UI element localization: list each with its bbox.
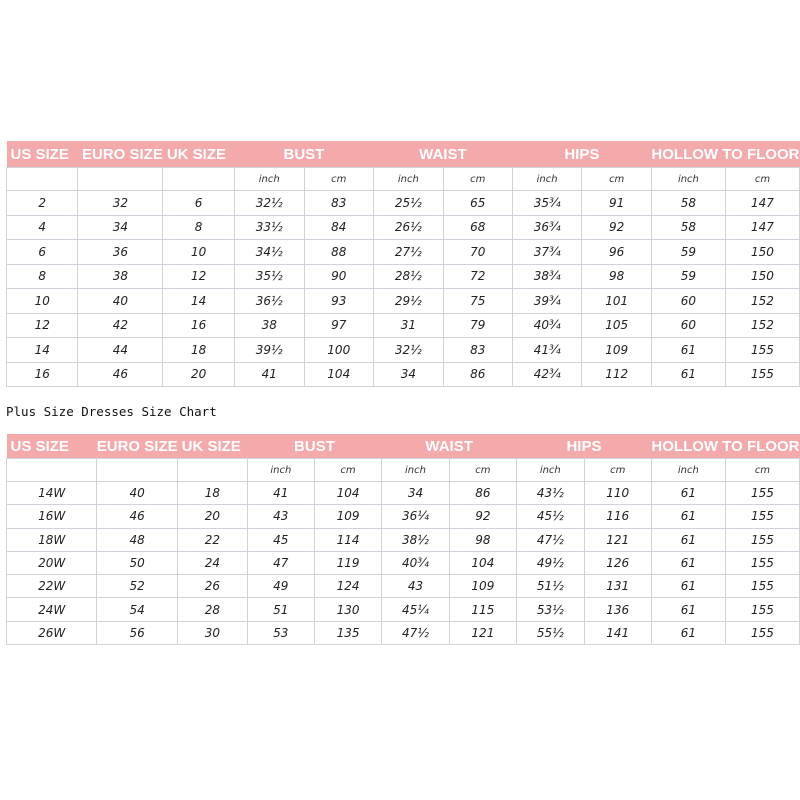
table-cell: 16 bbox=[163, 313, 235, 338]
table-cell: 92 bbox=[449, 505, 516, 528]
table-cell: 121 bbox=[584, 528, 651, 551]
unit-cell: cm bbox=[314, 459, 381, 482]
table-cell: 112 bbox=[582, 362, 651, 387]
table-cell: 109 bbox=[582, 338, 651, 363]
table-cell: 61 bbox=[651, 362, 725, 387]
table-cell: 155 bbox=[725, 505, 799, 528]
table-body bbox=[7, 482, 800, 645]
header-row bbox=[7, 141, 800, 168]
table-cell: 59 bbox=[651, 240, 725, 265]
table-cell: 20 bbox=[178, 505, 248, 528]
table-cell: 58 bbox=[651, 215, 725, 240]
table-cell: 8 bbox=[7, 264, 78, 289]
table-cell: 36 bbox=[78, 240, 163, 265]
unit-cell: inch bbox=[651, 459, 725, 482]
table-cell: 10 bbox=[7, 289, 78, 314]
table-cell: 34 bbox=[382, 482, 450, 505]
table-cell: 18 bbox=[163, 338, 235, 363]
table-cell: 10 bbox=[163, 240, 235, 265]
table-cell: 61 bbox=[651, 575, 725, 598]
table-cell: 38¾ bbox=[512, 264, 582, 289]
table-cell: 147 bbox=[725, 191, 799, 216]
header-waist: WAIST bbox=[373, 141, 512, 168]
table-cell: 12 bbox=[163, 264, 235, 289]
header-hollow-to-floor: HOLLOW TO FLOOR bbox=[651, 141, 799, 168]
table-cell: 84 bbox=[304, 215, 373, 240]
plus-size-chart-title: Plus Size Dresses Size Chart bbox=[6, 404, 217, 419]
table-cell: 49½ bbox=[517, 551, 585, 574]
table-cell: 28½ bbox=[373, 264, 443, 289]
table-cell: 14 bbox=[7, 338, 78, 363]
table-cell: 36¼ bbox=[382, 505, 450, 528]
table-cell: 20W bbox=[7, 551, 97, 574]
header-uk-size: UK SIZE bbox=[163, 141, 235, 168]
table-cell: 26 bbox=[178, 575, 248, 598]
table-row bbox=[7, 598, 800, 621]
table-cell: 26½ bbox=[373, 215, 443, 240]
table-cell: 27½ bbox=[373, 240, 443, 265]
table-cell: 50 bbox=[97, 551, 178, 574]
table-cell: 41 bbox=[234, 362, 304, 387]
table-cell: 150 bbox=[725, 240, 799, 265]
table-cell: 40 bbox=[78, 289, 163, 314]
table-cell: 48 bbox=[97, 528, 178, 551]
table-cell: 61 bbox=[651, 598, 725, 621]
table-cell: 155 bbox=[725, 482, 799, 505]
table-cell: 155 bbox=[725, 621, 799, 644]
table-cell: 31 bbox=[373, 313, 443, 338]
header-euro-size: EURO SIZE bbox=[97, 434, 178, 459]
table-cell: 86 bbox=[449, 482, 516, 505]
table-cell: 126 bbox=[584, 551, 651, 574]
table-cell: 130 bbox=[314, 598, 381, 621]
unit-cell bbox=[97, 459, 178, 482]
header-hollow-to-floor: HOLLOW TO FLOOR bbox=[651, 434, 799, 459]
unit-cell: inch bbox=[382, 459, 450, 482]
table-cell: 115 bbox=[449, 598, 516, 621]
table-cell: 61 bbox=[651, 505, 725, 528]
table-cell: 59 bbox=[651, 264, 725, 289]
table-cell: 61 bbox=[651, 621, 725, 644]
table-row bbox=[7, 338, 800, 363]
table-cell: 46 bbox=[97, 505, 178, 528]
header-hips: HIPS bbox=[512, 141, 651, 168]
unit-row bbox=[7, 459, 800, 482]
table-cell: 104 bbox=[314, 482, 381, 505]
table-cell: 136 bbox=[584, 598, 651, 621]
table-cell: 155 bbox=[725, 551, 799, 574]
table-cell: 45 bbox=[247, 528, 314, 551]
unit-cell: cm bbox=[443, 168, 512, 191]
table-cell: 152 bbox=[725, 289, 799, 314]
table-cell: 26W bbox=[7, 621, 97, 644]
table-row bbox=[7, 313, 800, 338]
table-row bbox=[7, 505, 800, 528]
table-cell: 110 bbox=[584, 482, 651, 505]
table-cell: 61 bbox=[651, 338, 725, 363]
table-cell: 100 bbox=[304, 338, 373, 363]
table-cell: 70 bbox=[443, 240, 512, 265]
unit-cell bbox=[7, 168, 78, 191]
table-cell: 98 bbox=[449, 528, 516, 551]
table-cell: 8 bbox=[163, 215, 235, 240]
table-cell: 6 bbox=[7, 240, 78, 265]
table-cell: 61 bbox=[651, 528, 725, 551]
table-cell: 41¾ bbox=[512, 338, 582, 363]
table-cell: 86 bbox=[443, 362, 512, 387]
table-cell: 47½ bbox=[517, 528, 585, 551]
table-cell: 24 bbox=[178, 551, 248, 574]
table-cell: 56 bbox=[97, 621, 178, 644]
table-row bbox=[7, 191, 800, 216]
table-cell: 155 bbox=[725, 362, 799, 387]
table-cell: 40 bbox=[97, 482, 178, 505]
unit-cell: inch bbox=[517, 459, 585, 482]
table-row bbox=[7, 575, 800, 598]
table-cell: 155 bbox=[725, 598, 799, 621]
table-cell: 43 bbox=[382, 575, 450, 598]
header-waist: WAIST bbox=[382, 434, 517, 459]
table-cell: 101 bbox=[582, 289, 651, 314]
unit-cell: cm bbox=[449, 459, 516, 482]
table-cell: 16W bbox=[7, 505, 97, 528]
table-cell: 38 bbox=[78, 264, 163, 289]
table-cell: 43 bbox=[247, 505, 314, 528]
table-row bbox=[7, 215, 800, 240]
table-cell: 2 bbox=[7, 191, 78, 216]
table-cell: 18W bbox=[7, 528, 97, 551]
table-cell: 36½ bbox=[234, 289, 304, 314]
table-cell: 55½ bbox=[517, 621, 585, 644]
table-row bbox=[7, 289, 800, 314]
header-euro-size: EURO SIZE bbox=[78, 141, 163, 168]
unit-cell bbox=[7, 459, 97, 482]
table-cell: 18 bbox=[178, 482, 248, 505]
table-cell: 6 bbox=[163, 191, 235, 216]
table-cell: 51 bbox=[247, 598, 314, 621]
table-cell: 72 bbox=[443, 264, 512, 289]
table-cell: 16 bbox=[7, 362, 78, 387]
table-cell: 20 bbox=[163, 362, 235, 387]
unit-cell: inch bbox=[373, 168, 443, 191]
table-cell: 83 bbox=[443, 338, 512, 363]
table-cell: 104 bbox=[304, 362, 373, 387]
table-cell: 40¾ bbox=[512, 313, 582, 338]
unit-cell bbox=[178, 459, 248, 482]
table-cell: 60 bbox=[651, 289, 725, 314]
table-cell: 38 bbox=[234, 313, 304, 338]
table-cell: 109 bbox=[449, 575, 516, 598]
table-cell: 22 bbox=[178, 528, 248, 551]
table-cell: 22W bbox=[7, 575, 97, 598]
unit-cell: cm bbox=[725, 459, 799, 482]
table-cell: 61 bbox=[651, 482, 725, 505]
table-cell: 155 bbox=[725, 338, 799, 363]
size-table bbox=[6, 434, 800, 645]
table-cell: 32½ bbox=[234, 191, 304, 216]
table-cell: 79 bbox=[443, 313, 512, 338]
table-cell: 58 bbox=[651, 191, 725, 216]
table-cell: 97 bbox=[304, 313, 373, 338]
table-cell: 116 bbox=[584, 505, 651, 528]
table-cell: 37¾ bbox=[512, 240, 582, 265]
table-cell: 42¾ bbox=[512, 362, 582, 387]
table-cell: 32½ bbox=[373, 338, 443, 363]
table-cell: 93 bbox=[304, 289, 373, 314]
table-body bbox=[7, 191, 800, 387]
unit-cell: cm bbox=[584, 459, 651, 482]
table-cell: 42 bbox=[78, 313, 163, 338]
table-cell: 30 bbox=[178, 621, 248, 644]
table-cell: 141 bbox=[584, 621, 651, 644]
table-cell: 68 bbox=[443, 215, 512, 240]
table-cell: 83 bbox=[304, 191, 373, 216]
table-cell: 155 bbox=[725, 575, 799, 598]
table-cell: 39¾ bbox=[512, 289, 582, 314]
size-chart-table bbox=[6, 141, 800, 387]
table-cell: 109 bbox=[314, 505, 381, 528]
header-bust: BUST bbox=[247, 434, 381, 459]
plus-size-chart-table bbox=[6, 434, 800, 645]
table-cell: 45½ bbox=[517, 505, 585, 528]
table-cell: 38½ bbox=[382, 528, 450, 551]
table-cell: 88 bbox=[304, 240, 373, 265]
unit-cell: inch bbox=[247, 459, 314, 482]
table-cell: 53 bbox=[247, 621, 314, 644]
table-cell: 60 bbox=[651, 313, 725, 338]
header-us-size: US SIZE bbox=[7, 141, 78, 168]
table-cell: 104 bbox=[449, 551, 516, 574]
table-cell: 24W bbox=[7, 598, 97, 621]
table-cell: 98 bbox=[582, 264, 651, 289]
table-cell: 152 bbox=[725, 313, 799, 338]
table-cell: 54 bbox=[97, 598, 178, 621]
table-cell: 34½ bbox=[234, 240, 304, 265]
table-row bbox=[7, 551, 800, 574]
size-table bbox=[6, 141, 800, 387]
table-cell: 14W bbox=[7, 482, 97, 505]
table-row bbox=[7, 482, 800, 505]
table-cell: 45¼ bbox=[382, 598, 450, 621]
table-cell: 36¾ bbox=[512, 215, 582, 240]
table-cell: 119 bbox=[314, 551, 381, 574]
table-cell: 124 bbox=[314, 575, 381, 598]
table-cell: 14 bbox=[163, 289, 235, 314]
unit-cell: inch bbox=[234, 168, 304, 191]
table-cell: 135 bbox=[314, 621, 381, 644]
table-cell: 47 bbox=[247, 551, 314, 574]
table-cell: 28 bbox=[178, 598, 248, 621]
table-cell: 41 bbox=[247, 482, 314, 505]
table-row bbox=[7, 528, 800, 551]
header-uk-size: UK SIZE bbox=[178, 434, 248, 459]
unit-cell: inch bbox=[512, 168, 582, 191]
unit-row bbox=[7, 168, 800, 191]
table-row bbox=[7, 362, 800, 387]
unit-cell: cm bbox=[304, 168, 373, 191]
table-cell: 147 bbox=[725, 215, 799, 240]
table-cell: 155 bbox=[725, 528, 799, 551]
table-cell: 121 bbox=[449, 621, 516, 644]
table-cell: 43½ bbox=[517, 482, 585, 505]
table-cell: 29½ bbox=[373, 289, 443, 314]
header-bust: BUST bbox=[234, 141, 373, 168]
table-cell: 96 bbox=[582, 240, 651, 265]
table-cell: 46 bbox=[78, 362, 163, 387]
table-cell: 61 bbox=[651, 551, 725, 574]
table-cell: 25½ bbox=[373, 191, 443, 216]
table-cell: 33½ bbox=[234, 215, 304, 240]
header-us-size: US SIZE bbox=[7, 434, 97, 459]
table-cell: 90 bbox=[304, 264, 373, 289]
table-row bbox=[7, 621, 800, 644]
table-cell: 53½ bbox=[517, 598, 585, 621]
table-cell: 52 bbox=[97, 575, 178, 598]
header-row bbox=[7, 434, 800, 459]
table-row bbox=[7, 240, 800, 265]
unit-cell: cm bbox=[725, 168, 799, 191]
unit-cell bbox=[78, 168, 163, 191]
table-cell: 150 bbox=[725, 264, 799, 289]
unit-cell: cm bbox=[582, 168, 651, 191]
table-cell: 34 bbox=[373, 362, 443, 387]
table-cell: 91 bbox=[582, 191, 651, 216]
table-row bbox=[7, 264, 800, 289]
table-cell: 12 bbox=[7, 313, 78, 338]
table-cell: 105 bbox=[582, 313, 651, 338]
table-cell: 49 bbox=[247, 575, 314, 598]
table-cell: 51½ bbox=[517, 575, 585, 598]
table-cell: 114 bbox=[314, 528, 381, 551]
unit-cell: inch bbox=[651, 168, 725, 191]
table-cell: 47½ bbox=[382, 621, 450, 644]
header-hips: HIPS bbox=[517, 434, 652, 459]
table-cell: 40¾ bbox=[382, 551, 450, 574]
table-cell: 92 bbox=[582, 215, 651, 240]
table-cell: 44 bbox=[78, 338, 163, 363]
table-cell: 131 bbox=[584, 575, 651, 598]
unit-cell bbox=[163, 168, 235, 191]
table-cell: 35¾ bbox=[512, 191, 582, 216]
table-cell: 4 bbox=[7, 215, 78, 240]
table-cell: 65 bbox=[443, 191, 512, 216]
table-cell: 39½ bbox=[234, 338, 304, 363]
table-cell: 32 bbox=[78, 191, 163, 216]
table-cell: 75 bbox=[443, 289, 512, 314]
table-cell: 35½ bbox=[234, 264, 304, 289]
table-cell: 34 bbox=[78, 215, 163, 240]
